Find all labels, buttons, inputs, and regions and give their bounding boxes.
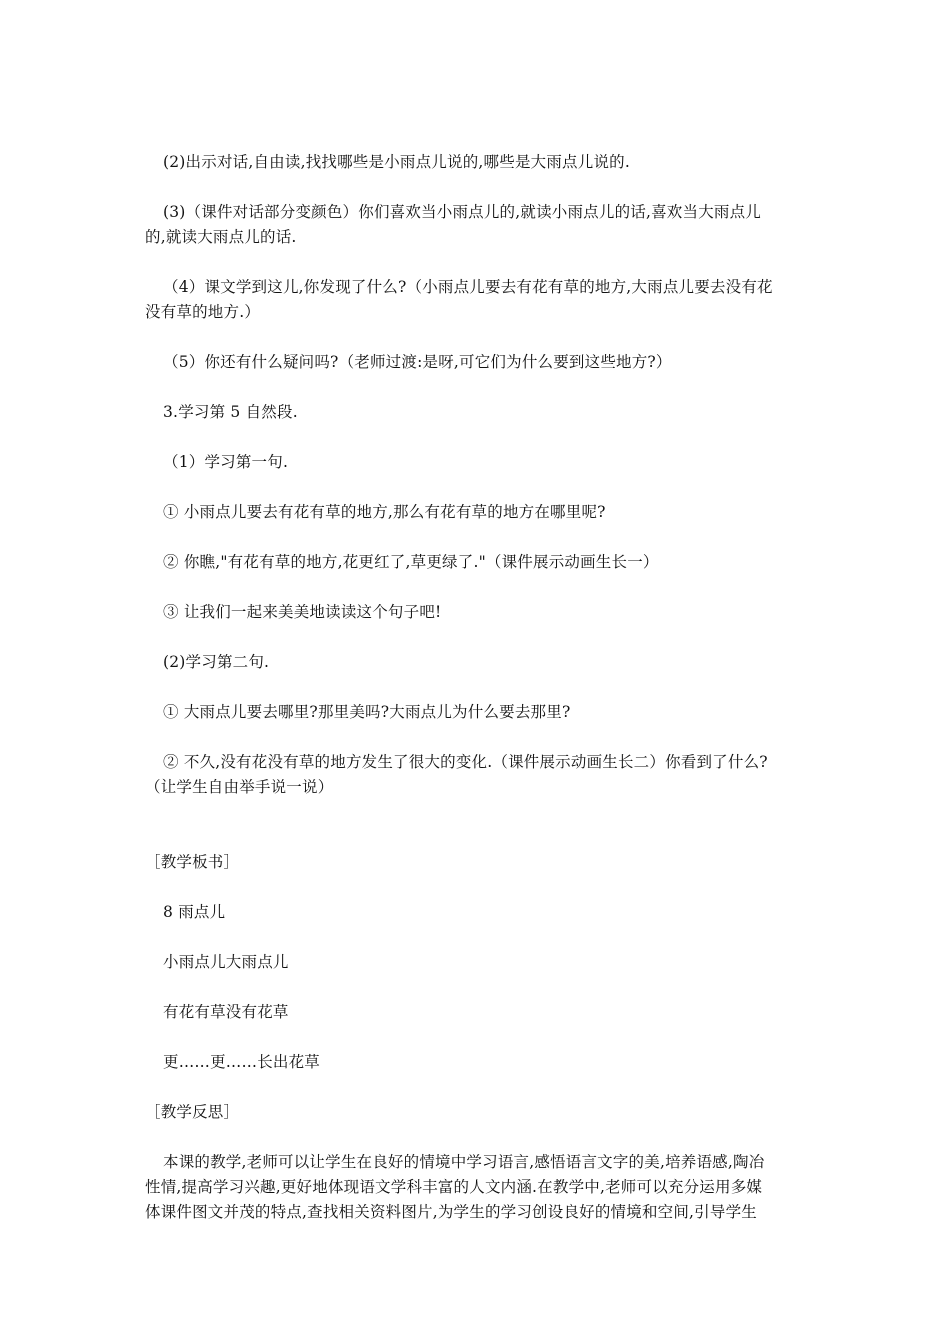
section-heading: ［教学反思］ [145,1103,240,1121]
section-step: 3.学习第 5 自然段. [163,403,298,421]
paragraph-line: 没有草的地方.） [145,303,261,321]
board-line: 更……更……长出花草 [163,1053,321,1071]
list-item: ② 不久,没有花没有草的地方发生了很大的变化.（课件展示动画生长二）你看到了什么? [163,753,768,771]
section-heading: ［教学板书］ [145,853,240,871]
paragraph-line: 的,就读大雨点儿的话. [145,228,297,246]
paragraph-line: 本课的教学,老师可以让学生在良好的情境中学习语言,感悟语言文字的美,培养语感,陶冶 [163,1153,765,1171]
paragraph-line: 性情,提高学习兴趣,更好地体现语文学科丰富的人文内涵.在教学中,老师可以充分运用多媒 [145,1178,763,1196]
board-line: 有花有草没有花草 [163,1003,289,1021]
list-item: ① 小雨点儿要去有花有草的地方,那么有花有草的地方在哪里呢? [163,503,606,521]
list-item: ① 大雨点儿要去哪里?那里美吗?大雨点儿为什么要去那里? [163,703,571,721]
paragraph-line: 体课件图文并茂的特点,查找相关资料图片,为学生的学习创设良好的情境和空间,引导学生 [145,1203,757,1221]
list-item: ③ 让我们一起来美美地读读这个句子吧! [163,603,442,621]
board-line: 8 雨点儿 [163,903,226,921]
paragraph-line: （4）课文学到这儿,你发现了什么?（小雨点儿要去有花有草的地方,大雨点儿要去没有花 [163,278,773,296]
paragraph-line: (2)出示对话,自由读,找找哪些是小雨点儿说的,哪些是大雨点儿说的. [163,153,630,171]
paragraph-line: (3)（课件对话部分变颜色）你们喜欢当小雨点儿的,就读小雨点儿的话,喜欢当大雨点儿 [163,203,762,221]
paragraph-line: （1）学习第一句. [163,453,289,471]
paragraph-line: （5）你还有什么疑问吗?（老师过渡:是呀,可它们为什么要到这些地方?） [163,353,672,371]
paragraph-line: (2)学习第二句. [163,653,270,671]
paragraph-line: （让学生自由举手说一说） [145,778,334,796]
list-item: ② 你瞧,"有花有草的地方,花更红了,草更绿了."（课件展示动画生长一） [163,553,659,571]
board-line: 小雨点儿大雨点儿 [163,953,289,971]
